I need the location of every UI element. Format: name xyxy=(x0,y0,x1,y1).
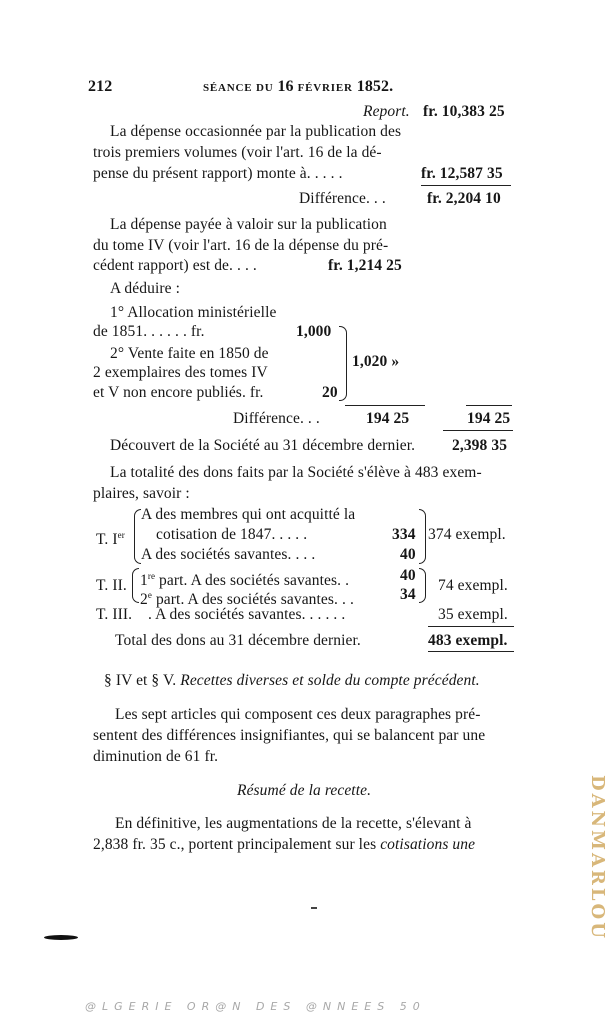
deduction1-line2: de 1851. . . . . . fr. xyxy=(93,323,205,340)
tome1-total xyxy=(428,526,506,544)
deduction-rule xyxy=(345,405,425,406)
total-dons-label: Total des dons au 31 décembre dernier. xyxy=(115,632,361,649)
difference2-label: Différence. . . xyxy=(233,410,320,427)
tome2-row2-value: 34 xyxy=(400,586,416,603)
tome1-label-text: T. I xyxy=(96,531,118,549)
tome1-brace-left xyxy=(134,509,141,564)
tome2-row1-value: 40 xyxy=(400,567,416,584)
tome1-label xyxy=(96,526,125,549)
block2-line1: La dépense payée à valoir sur la publication xyxy=(110,216,387,233)
section-paragraph-line3: diminution de 61 fr. xyxy=(93,748,219,765)
section-paragraph-line1: Les sept articles qui composent ces deux paragraphes pré- xyxy=(115,706,481,723)
tome2-brace-left xyxy=(132,568,139,603)
running-title xyxy=(203,78,393,97)
block1-line2: trois premiers volumes (voir l'art. 16 de la dé- xyxy=(93,144,382,161)
deduction2-amount: 20 xyxy=(322,384,338,401)
tome2-row2-text: part. A des sociétés savantes. . . xyxy=(155,591,354,609)
running-title-seance: SÉANCE DU xyxy=(203,82,274,94)
deduction2-line2: 2 exemplaires des tomes IV xyxy=(93,364,268,381)
deduction2-line1: 2° Vente faite en 1850 de xyxy=(110,345,269,362)
running-title-day: 16 xyxy=(277,78,294,95)
final-paragraph-line2 xyxy=(93,836,475,854)
running-title-year: 1852. xyxy=(356,78,394,95)
final-paragraph-line2-italic: cotisations une xyxy=(380,836,476,853)
tome1-brace-right xyxy=(419,509,426,564)
tome3-total: 35 exempl. xyxy=(438,606,508,623)
tome1-label-sup: er xyxy=(117,530,125,540)
difference1-amount: fr. 2,204 10 xyxy=(427,190,501,207)
tome2-row2-num: 2 xyxy=(140,591,148,609)
tome2-total: 74 exempl. xyxy=(438,577,508,594)
tome1-row2: cotisation de 1847. . . . . xyxy=(156,526,308,543)
sum-rule xyxy=(421,185,511,186)
report-label: Report. xyxy=(363,103,410,120)
block1-amount: fr. 12,587 35 xyxy=(421,165,503,182)
deduction1-line1: 1° Allocation ministérielle xyxy=(110,304,277,321)
dons-intro-line1: La totalité des dons faits par la Société s'élève à 483 exem- xyxy=(110,464,482,481)
deduction2-line3: et V non encore publiés. fr. xyxy=(93,384,264,401)
tome1-total-text: 374 exempl. xyxy=(428,526,506,543)
section-heading xyxy=(104,672,480,690)
tome3-text: . A des sociétés savantes. . . . . . xyxy=(148,606,346,623)
tome2-row1-text: part. A des sociétés savantes. . xyxy=(159,572,350,590)
footer-watermark: @LGERIE OR@N DES @NNEES 50 xyxy=(85,1000,426,1013)
tome1-row2-value: 334 xyxy=(392,526,416,543)
block1-line1: La dépense occasionnée par la publication des xyxy=(110,123,402,140)
tome2-row1-num: 1 xyxy=(140,572,148,590)
tome1-row3-value: 40 xyxy=(400,546,416,563)
block2-line2: du tome IV (voir l'art. 16 de la dépense du pré- xyxy=(93,237,389,254)
ink-blot xyxy=(44,935,78,940)
page-number: 212 xyxy=(88,78,113,95)
total-underline xyxy=(428,651,514,652)
total-dons-amount: 483 exempl. xyxy=(428,632,508,649)
tome2-brace-right xyxy=(419,568,426,603)
difference1-label: Différence. . . xyxy=(299,190,386,207)
tome1-row1: A des membres qui ont acquitté la xyxy=(141,506,356,523)
section-paragraph-line2: sentent des différences insignifiantes, qui se balancent par une xyxy=(93,727,486,744)
report-amount: fr. 10,383 25 xyxy=(423,103,505,120)
dons-intro-line2: plaires, savoir : xyxy=(93,485,190,502)
deductions-brace xyxy=(339,326,347,401)
block2-amount: fr. 1,214 25 xyxy=(328,257,402,274)
block1-line3: pense du présent rapport) monte à. . . . . xyxy=(93,165,343,182)
final-paragraph-line2-text: 2,838 fr. 35 c., portent principalement sur les xyxy=(93,836,377,853)
deduction-rule-right xyxy=(466,405,512,406)
deduire-label: A déduire : xyxy=(110,280,180,297)
total-rule xyxy=(428,626,514,627)
section-heading-prefix: § IV et § V. xyxy=(104,672,177,689)
tome1-row3: A des sociétés savantes. . . . xyxy=(141,546,316,563)
deduction1-amount: 1,000 xyxy=(296,323,332,340)
running-title-month: FÉVRIER xyxy=(297,82,353,94)
deductions-total: 1,020 » xyxy=(352,353,400,370)
tome2-row2-sup: e xyxy=(147,590,152,600)
side-watermark: DANMARLOU xyxy=(587,775,608,941)
tome2-label: T. II. xyxy=(96,577,127,594)
decouvert-rule xyxy=(443,430,513,431)
resume-heading: Résumé de la recette. xyxy=(237,782,372,799)
final-paragraph-line1: En définitive, les augmentations de la recette, s'élevant à xyxy=(115,815,472,832)
tome3-label: T. III. xyxy=(96,606,133,623)
difference2-right-amount: 194 25 xyxy=(467,410,511,427)
tome2-row1-sup: re xyxy=(147,571,156,581)
block2-line3: cédent rapport) est de. . . . xyxy=(93,257,257,274)
ink-speck xyxy=(311,907,317,909)
difference2-amount: 194 25 xyxy=(366,410,410,427)
decouvert-label: Découvert de la Société au 31 décembre dernier. xyxy=(110,437,416,454)
section-heading-title: Recettes diverses et solde du compte précédent. xyxy=(180,672,480,689)
decouvert-amount: 2,398 35 xyxy=(452,437,508,454)
